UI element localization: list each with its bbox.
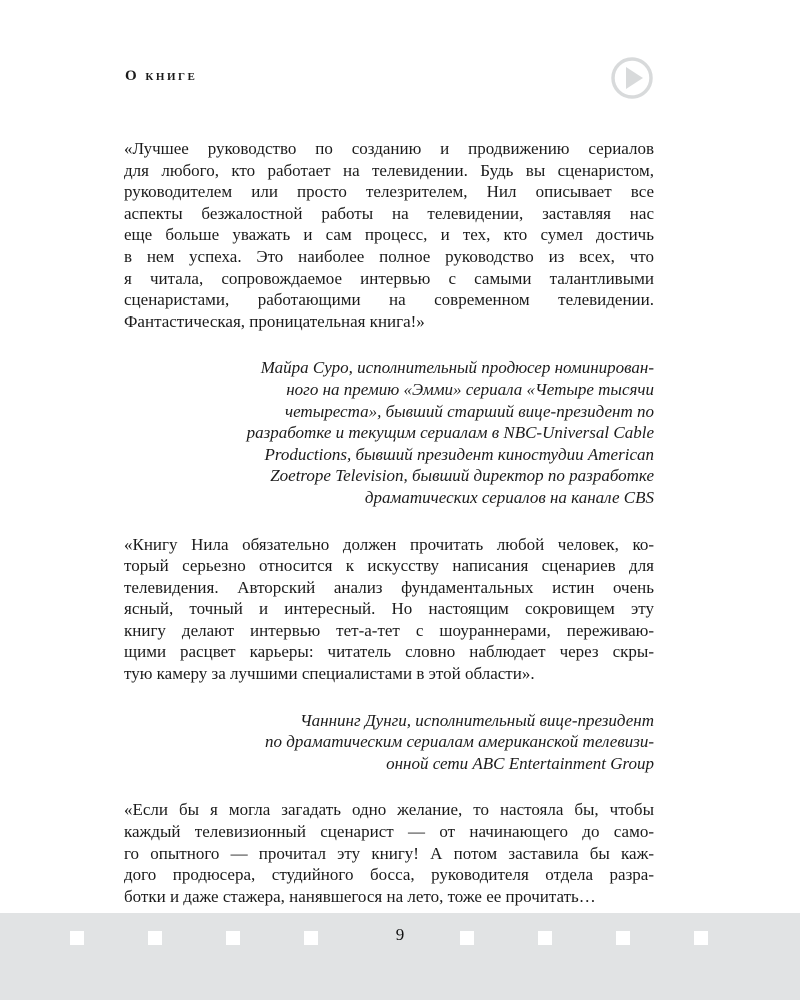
page-footer xyxy=(0,913,800,1000)
attribution-line: драматических сериалов на канале CBS xyxy=(364,487,654,507)
quote-line: я читала, сопровождаемое интервью с самыми талантливыми xyxy=(124,268,654,288)
play-circle-icon[interactable] xyxy=(610,56,654,100)
attribution-line: Productions, бывший президент киностудии American xyxy=(264,444,654,464)
quote-line: дого продюсера, студийного босса, руководителя отдела разра- xyxy=(124,865,654,885)
attribution-line: по драматическим сериалам американской телевизи- xyxy=(265,732,654,752)
quote-line: еще больше уважать и сам процесс, и тех, кто сумел достичь xyxy=(124,225,654,245)
quote-line: Фантастическая, проницательная книга!» xyxy=(124,311,425,331)
quote-line: руководителем или просто телезрителем, Нил описывает все xyxy=(124,182,654,202)
quote-line: щими расцвет карьеры: читатель словно наблюдает через скры- xyxy=(124,642,654,662)
quote-2 xyxy=(124,534,654,685)
attribution-1 xyxy=(124,357,654,508)
quote-line: каждый телевизионный сценарист — от начинающего до само- xyxy=(124,822,654,842)
attribution-line: четыреста», бывший старший вице-президент по xyxy=(285,401,654,421)
attribution-2 xyxy=(124,710,654,775)
quote-line: «Книгу Нила обязательно должен прочитать любой человек, ко- xyxy=(124,534,654,554)
attribution-line: ного на премию «Эмми» сериала «Четыре тысячи xyxy=(286,379,654,399)
quote-line: тую камеру за лучшими специалистами в этой области». xyxy=(124,664,535,684)
quote-3 xyxy=(124,799,654,907)
quote-line: аспекты безжалостной работы на телевидении, заставляя нас xyxy=(124,203,654,223)
page-content xyxy=(124,138,654,907)
section-heading: О книге xyxy=(125,68,198,84)
page-number: 9 xyxy=(395,925,405,944)
quote-1 xyxy=(124,138,654,332)
attribution-line: Чаннинг Дунги, исполнительный вице-президент xyxy=(299,710,654,730)
quote-line: ботки и даже стажера, нанявшегося на лето, тоже ее прочитать… xyxy=(124,886,596,906)
quote-line: го опытного — прочитал эту книгу! А потом заставила бы каж- xyxy=(124,843,654,863)
quote-line: торый серьезно относится к искусству написания сценариев для xyxy=(124,556,654,576)
quote-line: для любого, кто работает на телевидении. Будь вы сценаристом, xyxy=(124,160,654,180)
quote-line: сценаристами, работающими на современном телевидении. xyxy=(124,290,654,310)
quote-line: «Если бы я могла загадать одно желание, то настояла бы, чтобы xyxy=(124,800,654,820)
quote-line: в нем успеха. Это наиболее полное руководство из всех, что xyxy=(124,246,654,266)
attribution-line: разработке и текущим сериалам в NBC-Universal Cable xyxy=(246,423,654,443)
quote-line: книгу делают интервью тет-а-тет с шоураннерами, переживаю- xyxy=(124,620,654,640)
quote-line: ясный, точный и интересный. Но настоящим сокровищем эту xyxy=(124,599,654,619)
quote-line: телевидения. Авторский анализ фундаментальных истин очень xyxy=(124,577,654,597)
attribution-line: Zoetrope Television, бывший директор по разработке xyxy=(270,466,654,486)
attribution-line: онной сети ABC Entertainment Group xyxy=(386,753,654,773)
quote-line: «Лучшее руководство по созданию и продвижению сериалов xyxy=(124,139,654,158)
attribution-line: Майра Суро, исполнительный продюсер номинирован- xyxy=(260,358,654,378)
